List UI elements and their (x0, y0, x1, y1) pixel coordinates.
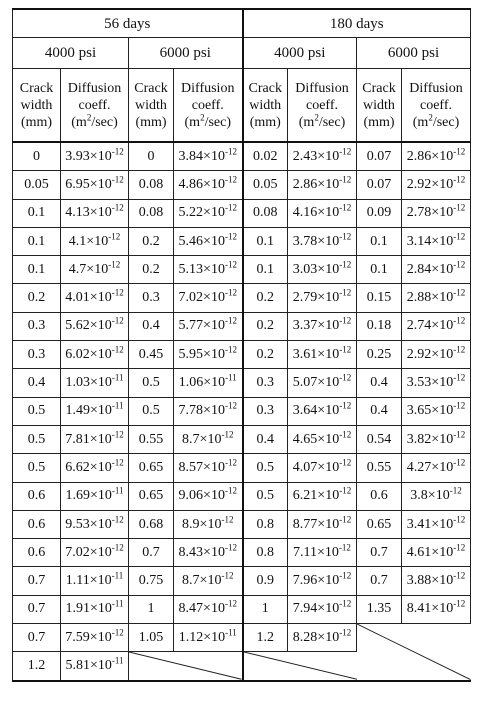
diffusion-coeff-cell: $3.64\times 10^{-12}$ (288, 397, 357, 425)
diffusion-coeff-cell: $4.1\times 10^{-12}$ (61, 227, 129, 255)
header-row-columns (13, 69, 471, 143)
crack-width-cell: 0.3 (13, 312, 61, 340)
crack-width-cell: 1.2 (13, 652, 61, 681)
crack-width-cell: 0.3 (243, 369, 288, 397)
diffusion-coeff-cell: $8.41\times 10^{-12}$ (402, 595, 471, 623)
crack-width-cell: 0.55 (129, 425, 174, 453)
crack-width-cell: 0.7 (13, 624, 61, 652)
diffusion-coeff-cell: $4.16\times 10^{-12}$ (288, 199, 357, 227)
strength-header-56-4000: 4000 psi (13, 38, 129, 69)
crack-width-cell: 0 (13, 142, 61, 171)
crack-width-cell: 0.7 (13, 595, 61, 623)
diffusion-coeff-cell: $3.93\times 10^{-12}$ (61, 142, 129, 171)
diffusion-coeff-cell: $3.41\times 10^{-12}$ (402, 510, 471, 538)
diffusion-coeff-cell: $8.9\times 10^{-12}$ (174, 510, 243, 538)
empty-diagonal-cell (129, 652, 243, 681)
crack-width-cell: 1.2 (243, 624, 288, 652)
crack-width-cell: 0.7 (13, 567, 61, 595)
diffusion-coeff-cell: $5.07\times 10^{-12}$ (288, 369, 357, 397)
crack-width-cell: 0.5 (129, 397, 174, 425)
diffusion-coeff-cell: $7.11\times 10^{-12}$ (288, 539, 357, 567)
strength-header-56-6000: 6000 psi (129, 38, 243, 69)
diffusion-coeff-cell: $8.7\times 10^{-12}$ (174, 425, 243, 453)
diffusion-coeff-cell: $7.94\times 10^{-12}$ (288, 595, 357, 623)
crack-width-cell: 0.75 (129, 567, 174, 595)
crack-width-cell: 1.35 (357, 595, 402, 623)
table-row (13, 369, 471, 397)
age-header-180: 180 days (243, 9, 471, 38)
diffusion-coeff-cell: $2.84\times 10^{-12}$ (402, 256, 471, 284)
diffusion-coeff-cell: $2.86\times 10^{-12}$ (288, 171, 357, 199)
diffusion-coeff-cell: $2.43\times 10^{-12}$ (288, 142, 357, 171)
diffusion-coeff-cell: $5.77\times 10^{-12}$ (174, 312, 243, 340)
strength-header-180-4000: 4000 psi (243, 38, 357, 69)
crack-width-cell: 0.07 (357, 171, 402, 199)
header-row-age (13, 9, 471, 38)
crack-width-cell: 0.65 (129, 482, 174, 510)
diffusion-coeff-header: Diffusion coeff. $(m^2/\sec)$ (61, 69, 129, 143)
crack-width-cell: 0.9 (243, 567, 288, 595)
crack-width-cell: 0.2 (129, 227, 174, 255)
diagonal-line (244, 652, 357, 679)
diffusion-coeff-cell: $6.21\times 10^{-12}$ (288, 482, 357, 510)
crack-width-cell: 0.08 (129, 171, 174, 199)
crack-width-cell: 0.68 (129, 510, 174, 538)
diffusion-coeff-cell: $4.86\times 10^{-12}$ (174, 171, 243, 199)
crack-width-cell: 0.4 (357, 397, 402, 425)
crack-width-cell: 0.5 (13, 454, 61, 482)
table-row (13, 142, 471, 171)
diffusion-coeff-cell: $2.92\times 10^{-12}$ (402, 341, 471, 369)
diffusion-coeff-cell: $8.28\times 10^{-12}$ (288, 624, 357, 652)
crack-width-cell: 0.25 (357, 341, 402, 369)
diffusion-coeff-cell: $5.13\times 10^{-12}$ (174, 256, 243, 284)
diffusion-coeff-cell: $2.92\times 10^{-12}$ (402, 171, 471, 199)
crack-width-cell: 0.2 (13, 284, 61, 312)
crack-width-cell: 0.6 (13, 510, 61, 538)
diffusion-coeff-cell: $1.12\times 10^{-11}$ (174, 624, 243, 652)
crack-width-cell: 0.18 (357, 312, 402, 340)
empty-diagonal-cell (243, 652, 357, 681)
diffusion-coeff-cell: $3.37\times 10^{-12}$ (288, 312, 357, 340)
table-row (13, 227, 471, 255)
crack-width-cell: 0.1 (13, 199, 61, 227)
empty-diagonal-cell (357, 624, 471, 681)
crack-width-cell: 0.09 (357, 199, 402, 227)
crack-width-cell: 1 (243, 595, 288, 623)
diffusion-coeff-cell: $9.06\times 10^{-12}$ (174, 482, 243, 510)
diffusion-coeff-cell: $2.88\times 10^{-12}$ (402, 284, 471, 312)
crack-width-cell: 0.08 (243, 199, 288, 227)
diffusion-coeff-cell: $1.11\times 10^{-11}$ (61, 567, 129, 595)
diffusion-coeff-cell: $5.62\times 10^{-12}$ (61, 312, 129, 340)
crack-width-cell: 0.6 (13, 482, 61, 510)
crack-width-cell: 0.1 (13, 256, 61, 284)
crack-width-cell: 0.3 (129, 284, 174, 312)
diffusion-table-container (12, 8, 471, 682)
diffusion-coeff-cell: $3.82\times 10^{-12}$ (402, 425, 471, 453)
crack-width-cell: 0.6 (357, 482, 402, 510)
crack-width-cell: 0.5 (13, 397, 61, 425)
crack-width-cell: 0.65 (357, 510, 402, 538)
diffusion-coeff-cell: $7.02\times 10^{-12}$ (174, 284, 243, 312)
crack-width-cell: 0.15 (357, 284, 402, 312)
diffusion-coeff-cell: $3.8\times 10^{-12}$ (402, 482, 471, 510)
crack-width-cell: 0 (129, 142, 174, 171)
diffusion-coeff-cell: $4.65\times 10^{-12}$ (288, 425, 357, 453)
diffusion-coeff-cell: $2.86\times 10^{-12}$ (402, 142, 471, 171)
diagonal-line (357, 624, 471, 680)
diffusion-coeff-header: Diffusion coeff. $(m^2/\sec)$ (402, 69, 471, 143)
diffusion-coeff-cell: $4.01\times 10^{-12}$ (61, 284, 129, 312)
crack-width-cell: 0.07 (357, 142, 402, 171)
table-row (13, 171, 471, 199)
header-row-strength (13, 38, 471, 69)
crack-width-cell: 0.05 (243, 171, 288, 199)
strength-header-180-6000: 6000 psi (357, 38, 471, 69)
diffusion-coeff-cell: $4.13\times 10^{-12}$ (61, 199, 129, 227)
crack-width-cell: 0.1 (243, 227, 288, 255)
diffusion-coeff-cell: $7.81\times 10^{-12}$ (61, 425, 129, 453)
diffusion-coeff-cell: $7.78\times 10^{-12}$ (174, 397, 243, 425)
table-row (13, 341, 471, 369)
crack-width-cell: 0.1 (13, 227, 61, 255)
diffusion-coeff-cell: $2.79\times 10^{-12}$ (288, 284, 357, 312)
crack-width-cell: 0.4 (129, 312, 174, 340)
diffusion-coeff-cell: $2.78\times 10^{-12}$ (402, 199, 471, 227)
table-row (13, 425, 471, 453)
crack-width-cell: 0.2 (243, 312, 288, 340)
table-row (13, 567, 471, 595)
crack-width-cell: 0.2 (243, 341, 288, 369)
crack-width-header: Crack width (mm) (13, 69, 61, 143)
crack-width-cell: 0.4 (243, 425, 288, 453)
table-row (13, 256, 471, 284)
crack-width-cell: 0.4 (357, 369, 402, 397)
table-row (13, 624, 471, 652)
diffusion-coeff-cell: $3.61\times 10^{-12}$ (288, 341, 357, 369)
diffusion-coeff-cell: $5.95\times 10^{-12}$ (174, 341, 243, 369)
crack-width-cell: 0.5 (243, 482, 288, 510)
table-row (13, 482, 471, 510)
table-row (13, 510, 471, 538)
diffusion-coeff-cell: $3.78\times 10^{-12}$ (288, 227, 357, 255)
diffusion-coeff-cell: $8.57\times 10^{-12}$ (174, 454, 243, 482)
diffusion-coeff-cell: $6.02\times 10^{-12}$ (61, 341, 129, 369)
table-row (13, 595, 471, 623)
crack-width-cell: 0.7 (357, 567, 402, 595)
crack-width-cell: 0.5 (13, 425, 61, 453)
table-row (13, 312, 471, 340)
diffusion-coeff-cell: $8.43\times 10^{-12}$ (174, 539, 243, 567)
diffusion-coeff-cell: $1.91\times 10^{-11}$ (61, 595, 129, 623)
table-row (13, 397, 471, 425)
diffusion-coeff-cell: $3.03\times 10^{-12}$ (288, 256, 357, 284)
diffusion-coeff-cell: $1.06\times 10^{-11}$ (174, 369, 243, 397)
crack-width-cell: 0.1 (357, 227, 402, 255)
diffusion-coeff-cell: $7.96\times 10^{-12}$ (288, 567, 357, 595)
crack-width-cell: 0.54 (357, 425, 402, 453)
crack-width-cell: 0.5 (243, 454, 288, 482)
crack-width-cell: 0.4 (13, 369, 61, 397)
crack-width-cell: 1 (129, 595, 174, 623)
diffusion-coeff-cell: $4.27\times 10^{-12}$ (402, 454, 471, 482)
crack-width-header: Crack width (mm) (243, 69, 288, 143)
crack-width-cell: 1.05 (129, 624, 174, 652)
diffusion-coeff-cell: $4.07\times 10^{-12}$ (288, 454, 357, 482)
table-row (13, 284, 471, 312)
table-row (13, 454, 471, 482)
crack-width-cell: 0.8 (243, 510, 288, 538)
diffusion-coeff-cell: $6.62\times 10^{-12}$ (61, 454, 129, 482)
diffusion-coeff-cell: $5.22\times 10^{-12}$ (174, 199, 243, 227)
age-header-56: 56 days (13, 9, 243, 38)
table-row (13, 539, 471, 567)
diffusion-coeff-cell: $8.7\times 10^{-12}$ (174, 567, 243, 595)
table-row (13, 199, 471, 227)
crack-width-cell: 0.1 (357, 256, 402, 284)
crack-width-cell: 0.7 (129, 539, 174, 567)
diffusion-coeff-cell: $3.88\times 10^{-12}$ (402, 567, 471, 595)
diffusion-coeff-cell: $1.49\times 10^{-11}$ (61, 397, 129, 425)
diagonal-line (129, 652, 242, 679)
crack-width-header: Crack width (mm) (357, 69, 402, 143)
diffusion-coeff-cell: $5.81\times 10^{-11}$ (61, 652, 129, 681)
diffusion-coeff-cell: $7.59\times 10^{-12}$ (61, 624, 129, 652)
diffusion-coeff-cell: $8.47\times 10^{-12}$ (174, 595, 243, 623)
diffusion-coeff-cell: $8.77\times 10^{-12}$ (288, 510, 357, 538)
diffusion-coeff-cell: $3.84\times 10^{-12}$ (174, 142, 243, 171)
diffusion-coeff-cell: $5.46\times 10^{-12}$ (174, 227, 243, 255)
crack-width-cell: 0.3 (243, 397, 288, 425)
crack-width-cell: 0.05 (13, 171, 61, 199)
crack-width-cell: 0.2 (129, 256, 174, 284)
diffusion-coeff-cell: $3.53\times 10^{-12}$ (402, 369, 471, 397)
crack-width-header: Crack width (mm) (129, 69, 174, 143)
crack-width-cell: 0.2 (243, 284, 288, 312)
diffusion-coeff-cell: $9.53\times 10^{-12}$ (61, 510, 129, 538)
diffusion-coeff-header: Diffusion coeff. $(m^2/\sec)$ (288, 69, 357, 143)
diffusion-coeff-cell: $6.95\times 10^{-12}$ (61, 171, 129, 199)
table-body (13, 142, 471, 681)
crack-width-cell: 0.02 (243, 142, 288, 171)
diffusion-coeff-header: Diffusion coeff. $(m^2/\sec)$ (174, 69, 243, 143)
diffusion-coeff-cell: $4.61\times 10^{-12}$ (402, 539, 471, 567)
crack-width-cell: 0.65 (129, 454, 174, 482)
diffusion-coeff-cell: $1.03\times 10^{-11}$ (61, 369, 129, 397)
crack-width-cell: 0.45 (129, 341, 174, 369)
diffusion-coeff-cell: $4.7\times 10^{-12}$ (61, 256, 129, 284)
crack-width-cell: 0.3 (13, 341, 61, 369)
diffusion-coeff-cell: $2.74\times 10^{-12}$ (402, 312, 471, 340)
crack-width-cell: 0.1 (243, 256, 288, 284)
diffusion-coefficient-table (12, 8, 471, 682)
diffusion-coeff-cell: $3.14\times 10^{-12}$ (402, 227, 471, 255)
crack-width-cell: 0.6 (13, 539, 61, 567)
crack-width-cell: 0.7 (357, 539, 402, 567)
crack-width-cell: 0.5 (129, 369, 174, 397)
crack-width-cell: 0.55 (357, 454, 402, 482)
diffusion-coeff-cell: $3.65\times 10^{-12}$ (402, 397, 471, 425)
crack-width-cell: 0.8 (243, 539, 288, 567)
diffusion-coeff-cell: $7.02\times 10^{-12}$ (61, 539, 129, 567)
crack-width-cell: 0.08 (129, 199, 174, 227)
diffusion-coeff-cell: $1.69\times 10^{-11}$ (61, 482, 129, 510)
